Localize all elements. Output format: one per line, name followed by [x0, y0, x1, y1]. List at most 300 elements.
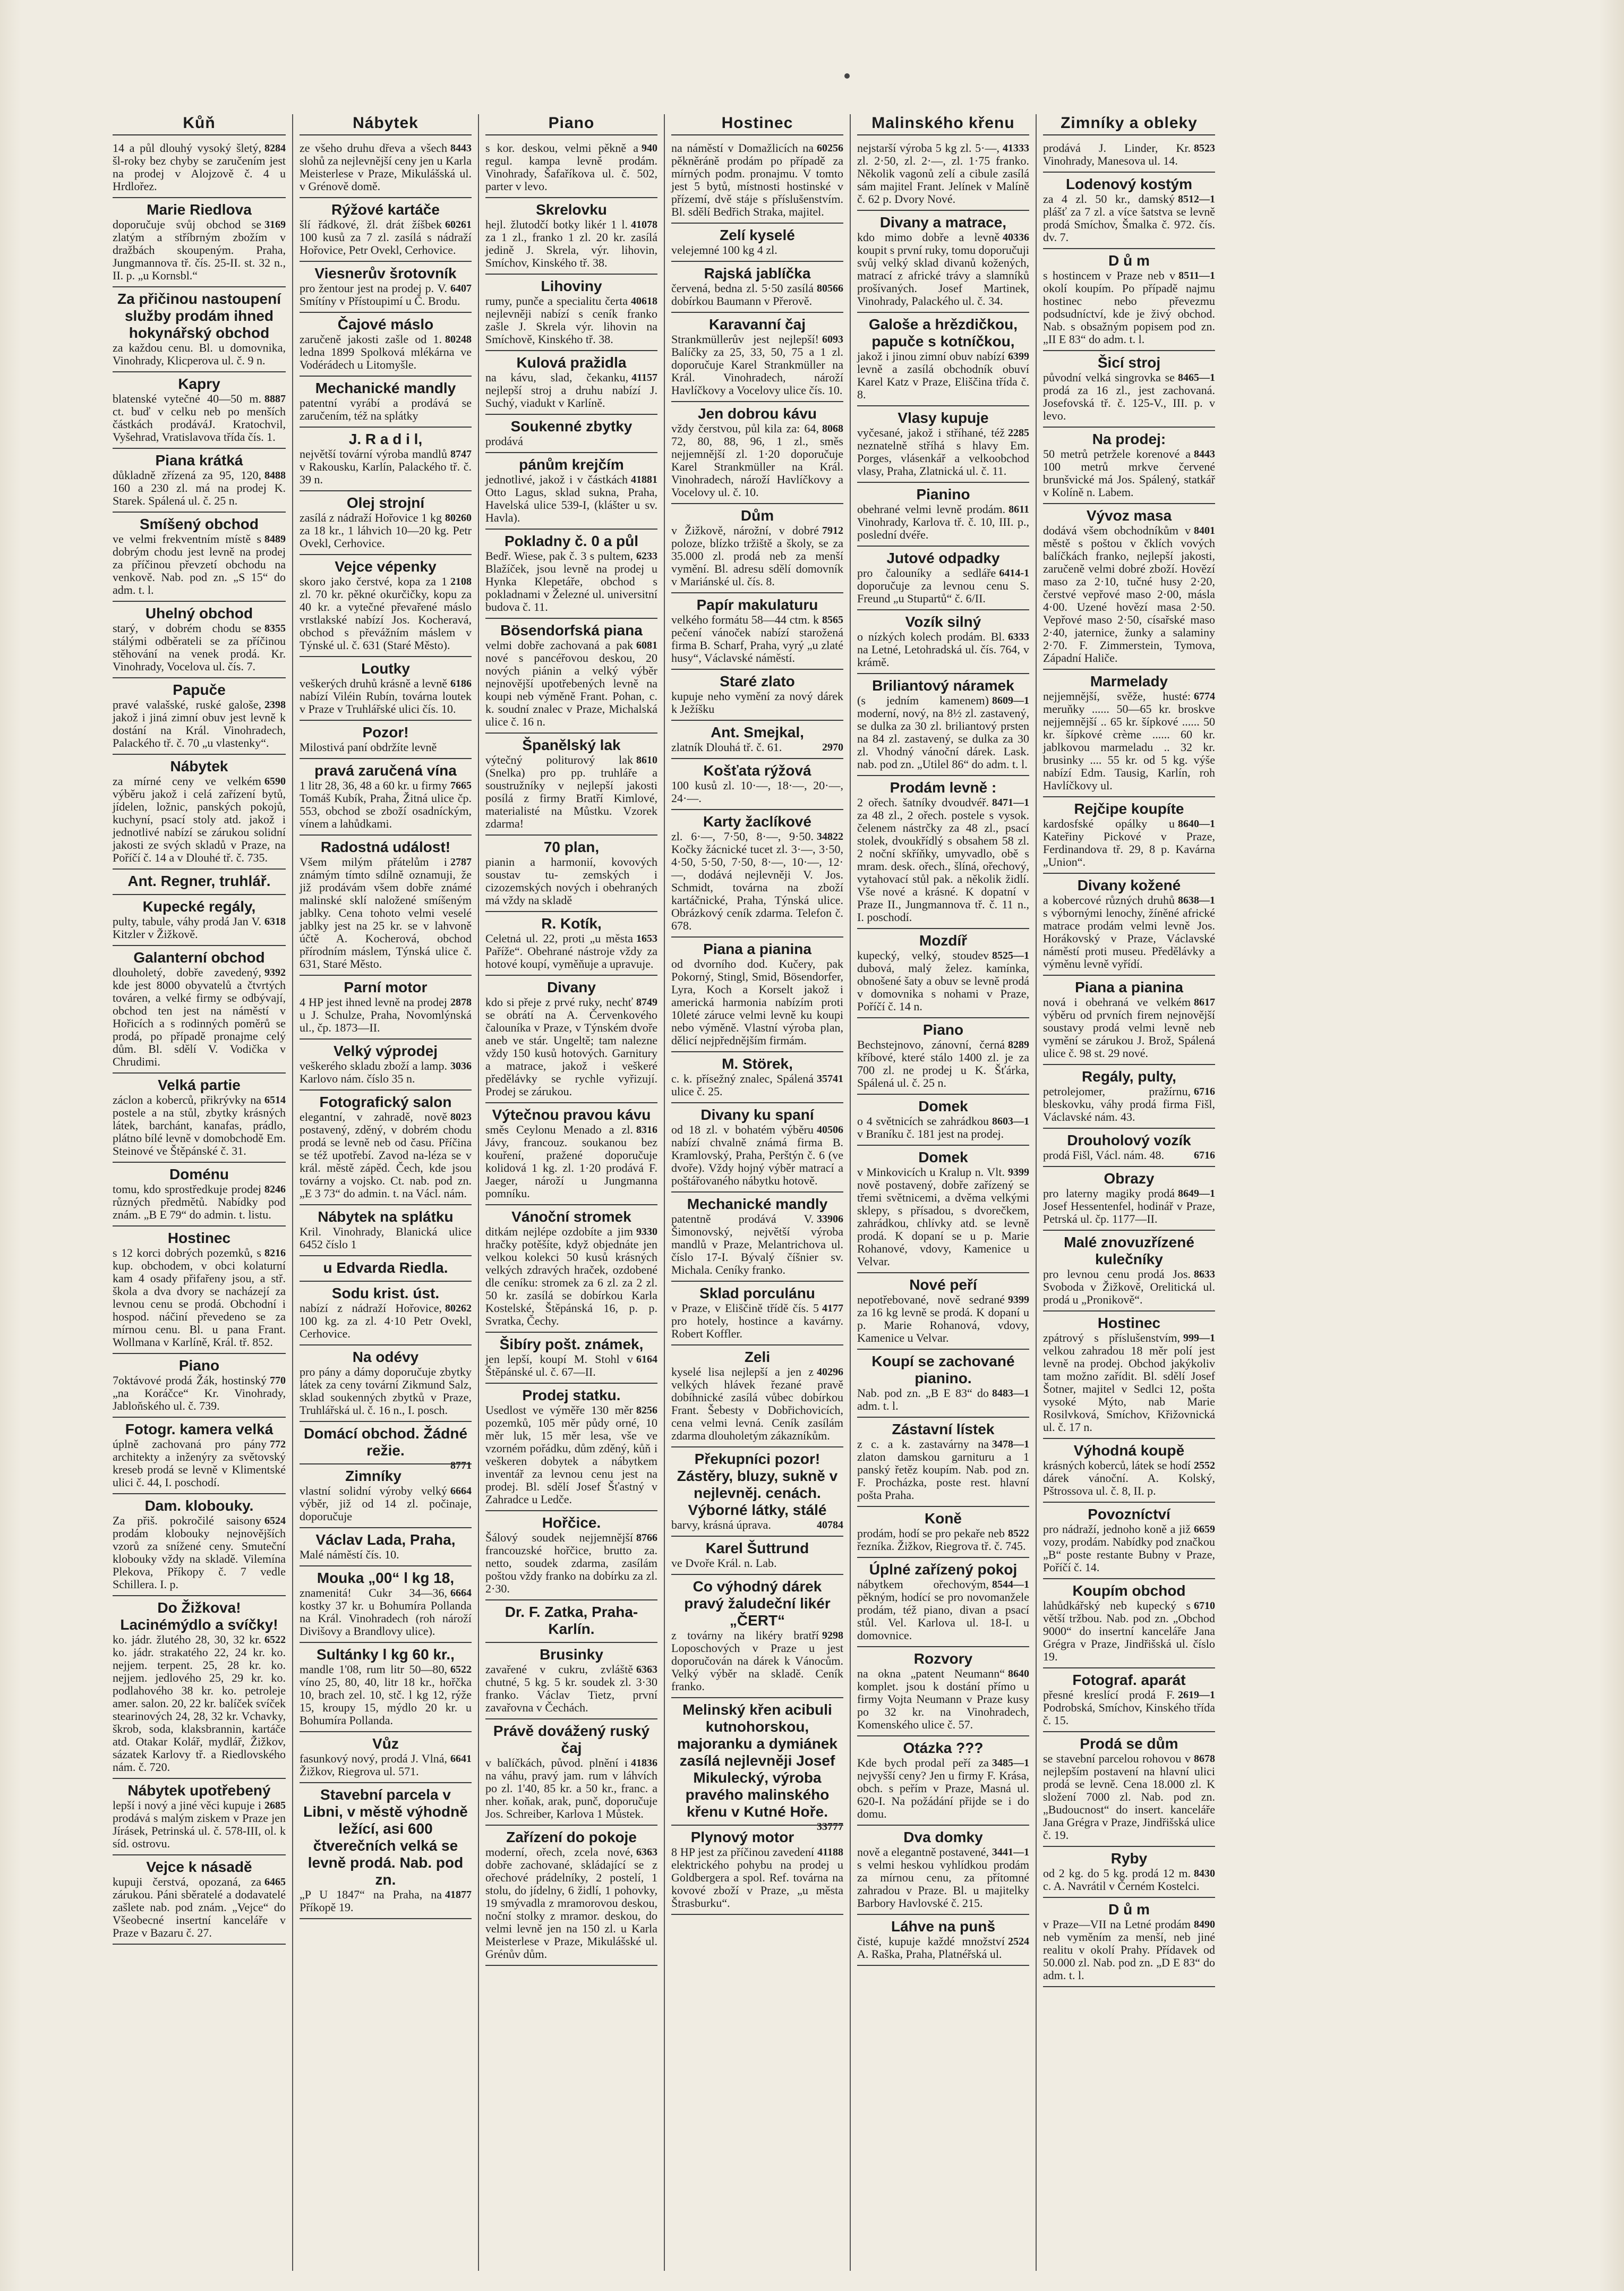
- ad-text: čisté, kupuje každé množství A. Raška, Praha, Platnéřská ul.: [857, 1935, 1005, 1961]
- classified-ad: [300, 1566, 472, 1643]
- ad-text: vlastní solidní výroby velký výběr, již od 14 zl. počinaje, doporučuje: [300, 1484, 472, 1523]
- ad-heading: Divany ku spaní: [700, 1106, 814, 1123]
- ad-heading: Smíšený obchod: [139, 516, 259, 532]
- ad-body: [857, 1578, 1029, 1642]
- ad-text: důkladně zřízená za 95, 120, 160 a 230 zl. má na prodej K. Starek. Spálená ul. č. 25 n.: [113, 469, 286, 507]
- classified-ad: [671, 721, 843, 759]
- ad-body: [671, 779, 843, 805]
- classified-ad: [1043, 1439, 1215, 1503]
- ad-text: tomu, kdo sprostředkuje prodej různých předmětů. Nabídky pod znám. „B E 79“ do admin. t. listu.: [113, 1182, 286, 1221]
- classified-ad: [485, 912, 657, 976]
- ad-number: 6465: [264, 1876, 286, 1888]
- classified-ad: [857, 1826, 1029, 1915]
- ad-number: 8678: [1194, 1753, 1215, 1765]
- ad-body: [857, 427, 1029, 478]
- ad-body: [857, 1846, 1029, 1910]
- ad-text: elegantní, v zahradě, nově postavený, zděný, v dobrém chodu prodá se levně neb od času. Příčina se též upotřebí. Zavod na-léza se v král. městě zápěd. Čech, kde jsou továrny a vojsko. Ct. nab. pod zn. „E 3 73“ do admin. t. na Václ. nám.: [300, 1110, 472, 1200]
- ad-text: jednotlivé, jakož i v částkách Otto Lagus, sklad sukna, Praha, Havelská ulice 539-I, (klášter u sv. Havla).: [485, 473, 657, 524]
- ad-text: pro laterny magiky prodá Josef Hessentenfel, hodinář v Praze, Petrská ul. čp. 1177—II.: [1043, 1187, 1215, 1225]
- ad-heading: Kapry: [178, 376, 220, 392]
- ad-heading: Ant. Smejkal,: [711, 724, 804, 740]
- ad-heading: Lihoviny: [541, 278, 602, 294]
- ad-body: [113, 1876, 286, 1939]
- column-heading: Hostinec: [671, 114, 843, 135]
- ad-text: lepší i nový a jiné věci kupuje i prodává s malým ziskem v Praze jen Jírásek, Petrinská ul. č. 578-III, ol. k síd. ostrovu.: [113, 1799, 286, 1850]
- ad-number: 8611: [1008, 504, 1029, 515]
- ad-number: 33906: [817, 1213, 843, 1225]
- ad-text: za každou cenu. Bl. u domovnika, Vinohrady, Klicperova ul. č. 9 n.: [113, 341, 286, 367]
- classified-ad: [113, 1596, 286, 1779]
- ad-text: ve Dvoře Král. n. Lab.: [671, 1556, 777, 1570]
- column-heading: Malinského křenu: [857, 114, 1029, 135]
- ad-number: 2398: [264, 699, 286, 711]
- ad-text: ve velmi frekventním místě s dobrým chodu jest levně na prodej za příčinou převzetí obchodu na venkově. Nab. pod zn. „S 15“ do adm. t. l.: [113, 532, 286, 597]
- ad-text: „P U 1847“ na Praha, na Příkopě 19.: [300, 1888, 442, 1914]
- ad-number: 8609—1: [992, 695, 1029, 706]
- ad-column: [106, 114, 292, 2271]
- ad-heading: Papír makulaturu: [696, 597, 818, 613]
- ad-body: [300, 677, 472, 716]
- ad-text: Kril. Vinohrady, Blanická ulice 6452 číslo 1: [300, 1225, 472, 1251]
- ad-heading: Kupecké regály,: [142, 898, 256, 915]
- ad-heading: Povozníctví: [1088, 1506, 1170, 1522]
- ad-number: 40296: [817, 1366, 843, 1378]
- ad-number: 8610: [636, 754, 657, 766]
- classified-ad: [671, 759, 843, 810]
- ad-heading: Piana a pianina: [1075, 979, 1183, 995]
- ad-heading: Soukenné zbytky: [510, 418, 632, 435]
- ad-heading: Vývoz masa: [1086, 507, 1172, 524]
- ad-body: [671, 1557, 843, 1570]
- ad-text: 8 HP jest za příčinou zavedení elektrického pohybu na prodej u Goldbergera a spol. Ref. továrna na kovové zboží v Praze, „u města Štrasburku“.: [671, 1845, 843, 1910]
- ad-columns: [106, 114, 1593, 2271]
- ad-text: v Praze—VII na Letné prodám neb vyměním za menší, neb jiné realitu v okolí Prahy. Přídavek od 50.000 zl. Nab. pod zn. „D E 83“ do adm. t. l.: [1043, 1918, 1215, 1982]
- ad-number: 8640—1: [1178, 818, 1215, 830]
- ad-text: vždy čerstvou, půl kila za: 64, 72, 80, 88, 96, 1 zl., směs nejjemnější zl. 1·20 doporučuje Karel Strankmüller na Král. Vinohradech, nároží Havlíčkovy a Vocelovy ul. č. 10.: [671, 422, 843, 499]
- ad-heading: Uhelný obchod: [145, 605, 253, 621]
- classified-ad: [857, 1736, 1029, 1826]
- ad-heading: Jutové odpadky: [886, 550, 1000, 566]
- ad-text: 14 a půl dlouhý vysoký šletý, šl-roky bez chyby se zaručením jest na prodej v Alojzově č. 4 u Hrdlořez.: [113, 141, 286, 193]
- ad-number: 6363: [636, 1664, 657, 1675]
- classified-ad: [671, 224, 843, 262]
- ad-column: [850, 114, 1036, 2271]
- ad-body: [1043, 371, 1215, 422]
- ad-text: nejstarší výroba 5 kg zl. 5·—, zl. 2·50, zl. 2·—, zl. 1·75 franko. Několik vagonů zelí a cibule zasílá sám majitel Frant. Jelínek v Malíně č. 62 p. Dvory Nové.: [857, 141, 1029, 206]
- classified-ad: [1043, 139, 1215, 173]
- ad-heading: Na prodej:: [1092, 431, 1166, 447]
- ad-number: 8443: [1194, 448, 1215, 460]
- ad-text: Strankmüllerův jest nejlepší! Balíčky za 25, 33, 50, 75 a 1 zl. doporučuje Karel Strankmüller na Král. Vinohradech, nároží Havlíčkovy a Vocelovy ulice čís. 10.: [671, 333, 843, 397]
- ad-heading: Piano: [178, 1357, 220, 1374]
- classified-ad: [857, 610, 1029, 674]
- ad-body: [300, 448, 472, 486]
- classified-ad: [113, 946, 286, 1074]
- ad-text: kupecký, velký, stoudev dubová, malý želez. kamínka, obnošené šaty a obuv se levně prodá v domovnika s nohami v Praze, Poříčí č. 14 n.: [857, 949, 1029, 1013]
- ad-heading: Vejce k násadě: [146, 1859, 252, 1875]
- ad-body: [671, 614, 843, 665]
- ad-number: 8246: [264, 1183, 286, 1195]
- ad-body: [300, 1663, 472, 1727]
- ad-text: na kávu, slad, čekanku, nejlepší stroj a druhu nabízí J. Suchý, viadukt v Karlíně.: [485, 371, 657, 410]
- ad-heading: Domácí obchod. Žádné režie.: [303, 1425, 468, 1459]
- ad-body: [1043, 1867, 1215, 1893]
- ad-number: 2787: [450, 856, 472, 868]
- ad-body: [671, 333, 843, 397]
- ad-heading: Stavební parcela v Libni, v městě výhodně ležící, asi 600 čtverečních velká se levně prodá. Nab. pod zn.: [303, 1786, 468, 1888]
- classified-ad: [1043, 1898, 1215, 1987]
- ad-text: pravé valašské, ruské galoše, jakož i jiná zimní obuv jest levně k dostání na Král. Vinohradech, Palackého tř. č. 70 „u vlastenky“.: [113, 698, 286, 750]
- ad-number: 8565: [822, 614, 843, 626]
- ad-body: [1043, 1149, 1215, 1162]
- ad-number: 2619—1: [1178, 1689, 1215, 1701]
- ad-heading: Zimníky: [345, 1468, 401, 1484]
- ad-heading: Zařízení do pokoje: [506, 1829, 637, 1845]
- ad-heading: Láhve na punš: [891, 1918, 996, 1935]
- ad-text: kardosfské opálky u Kateřiny Pickové v Praze, Ferdinandova tř. 29, 8 p. Kavárna „Union“.: [1043, 817, 1215, 868]
- ad-body: [1043, 996, 1215, 1060]
- ad-text: fasunkový nový, prodá J. Vlná, Žižkov, Riegrova ul. 571.: [300, 1752, 447, 1778]
- ad-number: 80262: [445, 1302, 472, 1314]
- ad-body: [671, 1629, 843, 1693]
- ad-heading: Domek: [918, 1149, 968, 1165]
- ad-text: Malé náměstí čís. 10.: [300, 1548, 399, 1561]
- ad-body: [857, 949, 1029, 1013]
- ad-text: 2 ořech. šatníky dvoudvéř. za 48 zl., 2 ořech. postele s vysok. čelenem nástrčky za 48 zl., psací stolek, dvoukřídlý s obsahem 58 zl. 2 noční skříňky, umyvadlo, obě s mram. desk. ořech., šlíná, ořechový, vytahovací stůl pak. a několik židlí. Vše nové a krásné. K dopatní v Praze II., Jungmannova tř. č. 11 n., I. poschodí.: [857, 796, 1029, 924]
- ad-heading: Fotograf. aparát: [1072, 1672, 1186, 1688]
- ad-number: 6641: [450, 1753, 472, 1765]
- ad-heading: Piana krátká: [155, 452, 243, 469]
- ad-number: 9298: [822, 1630, 843, 1641]
- ad-body: [113, 1183, 286, 1221]
- ad-text: Bechstejnovo, zánovní, černá kříbové, které stálo 1400 zl. je za 700 zl. ne prodej u K. Šťárka, Spálená ul. č. 25 n.: [857, 1038, 1029, 1089]
- ad-text: šlí řádkové, žl. drát žíšbek 100 kusů za 7 zl. zasílá s nádraží Hořovice, Petr Ovekl, Cerhovice.: [300, 218, 472, 257]
- classified-ad: [113, 287, 286, 372]
- ad-heading: Pozor!: [362, 724, 409, 740]
- ad-text: zaručeně jakosti zašle od 1. ledna 1899 Spolková mlékárna ve Vodérádech u Litomyšle.: [300, 333, 472, 371]
- classified-ad: [857, 211, 1029, 313]
- classified-ad: [1043, 1847, 1215, 1898]
- classified-ad: [857, 1018, 1029, 1095]
- ad-body: [857, 796, 1029, 924]
- ad-heading: Koně: [925, 1510, 962, 1527]
- ad-number: 3478—1: [992, 1438, 1029, 1450]
- ad-number: 770: [270, 1375, 286, 1386]
- classified-ad: [300, 1732, 472, 1783]
- ad-number: 772: [270, 1438, 286, 1450]
- ad-heading: Loutky: [361, 660, 410, 677]
- ad-heading: Piana a pianina: [703, 941, 811, 957]
- ad-heading: Briliantový náramek: [872, 677, 1014, 694]
- ad-number: 999—1: [1183, 1332, 1215, 1344]
- ad-text: červená, bedna zl. 5·50 zasílá dobírkou Baumann v Přerově.: [671, 282, 814, 308]
- classified-ad: [300, 198, 472, 262]
- ad-heading: Viesnerův šrotovník: [314, 265, 457, 282]
- ad-body: [857, 567, 1029, 605]
- ad-text: dodává všem obchodníkům v městě s poštou v čklích vových balíčkách franko, nejlepší jakosti, zaručeně velmi dobré zboží. Hovězí maso za 2·10, tučné husy 2·20, čerstvé vepřové maso 2·00, másla 4·00. Uzené hovězí masa 2·50. Vepřové maso 2·50, císařské maso 2·40, jaternice, žunky a salaminy 2·70. F. Zimmerstein, Tymova, Západní Haliče.: [1043, 524, 1215, 665]
- classified-ad: [300, 1205, 472, 1256]
- ad-body: [485, 856, 657, 907]
- ad-number: 41836: [631, 1757, 657, 1769]
- ad-body: [300, 575, 472, 652]
- ad-body: [300, 1302, 472, 1340]
- ad-body: [113, 1799, 286, 1850]
- ad-text: prodám, hodí se pro pekaře neb řezníka. Žižkov, Riegrova tř. č. 745.: [857, 1527, 1026, 1553]
- ad-number: 60261: [445, 219, 472, 231]
- classified-ad: [1043, 874, 1215, 976]
- ad-text: Nab. pod zn. „B E 83“ do adm. t. l.: [857, 1386, 989, 1412]
- ad-number: 40784: [817, 1519, 843, 1531]
- ad-heading: Otázka ???: [903, 1740, 984, 1756]
- ad-heading: Fotografický salon: [319, 1094, 452, 1110]
- ad-heading: Zelí kyselé: [720, 227, 795, 243]
- ad-body: [857, 631, 1029, 669]
- ad-body: [300, 512, 472, 550]
- ad-text: v Minkovicích u Kralup n. Vlt. nově postavený, dobře zařízený se třemi světnicemi, a dvěma velkými sklepy, s přísadou, s dvorečkem, zahrádkou, chlívky atd. se levně prodá. K dopaní se u p. Marie Rohanové, vdovy, Kamenice u Velvar.: [857, 1165, 1029, 1268]
- classified-ad: [485, 619, 657, 734]
- ad-text: znamenitá! Cukr 34—36, kostky 37 kr. u Bohumíra Pollanda na Král. Vinohradech (roh nároží Divišovy a Brandlovy ulice).: [300, 1586, 472, 1638]
- ad-text: na okna „patent Neumann“ komplet. jsou k dostání přímo u firmy Vojta Neumann v Praze kusy po 32 kr. na Vinohradech, Komenského ulice č. 57.: [857, 1667, 1029, 1731]
- ad-text: barvy, krásná úprava.: [671, 1518, 771, 1531]
- ad-text: starý, v dobrém chodu se stálými odběrateli se za příčinou stěhování na venek prodá. Kr. Vinohrady, Vocelova ul. čís. 7.: [113, 621, 286, 673]
- ad-number: 8256: [636, 1404, 657, 1416]
- classified-ad: [857, 776, 1029, 929]
- ad-heading: Domek: [918, 1098, 968, 1114]
- ad-number: 6774: [1194, 691, 1215, 702]
- ad-number: 41881: [631, 474, 657, 486]
- ad-body: [1043, 1085, 1215, 1123]
- ad-body: [857, 1935, 1029, 1961]
- ad-body: [857, 1293, 1029, 1344]
- ad-body: [300, 397, 472, 422]
- ad-number: 8216: [264, 1247, 286, 1259]
- classified-ad: [671, 504, 843, 593]
- ad-number: 6590: [264, 776, 286, 787]
- classified-ad: [113, 1227, 286, 1354]
- classified-ad: [113, 1074, 286, 1163]
- ad-number: 8525—1: [992, 950, 1029, 961]
- ad-number: 8512—1: [1178, 193, 1215, 205]
- ad-text: úplně zachovaná pro pány architekty a inženýry za světovský kreseb prodá se levně v Klimentské ulici č. 44, I. poschodí.: [113, 1437, 286, 1489]
- classified-ad: [300, 1282, 472, 1345]
- classified-ad: [671, 1103, 843, 1193]
- ad-number: 6407: [450, 283, 472, 294]
- classified-ad: [300, 1464, 472, 1528]
- ad-body: [485, 754, 657, 830]
- ad-heading: pravá zaručená vína: [314, 762, 457, 779]
- ad-number: 6524: [264, 1515, 286, 1527]
- classified-ad: [300, 262, 472, 313]
- ad-text: Bedř. Wiese, pak č. 3 s pultem, Blažíček, jsou levně na prodej u Hynka Klepetáře, obchod s pokladnami v Železné ul. universitní budova č. 11.: [485, 549, 657, 614]
- ad-number: 6233: [636, 550, 657, 562]
- ad-heading: Prodej statku.: [522, 1387, 621, 1403]
- ad-text: pro levnou cenu prodá Jos. Svoboda v Žižkově, Orelitická ul. prodá u „Pronikově“.: [1043, 1267, 1215, 1306]
- ad-text: moderní, ořech, zcela nové, dobře zachované, skládající se z ořechové prádelníky, 2 postelí, 1 stolu, do jídelny, 6 židlí, 1 pohovky, 19 smývadla z mramorovou deskou, noční stolky z mramor. deskou, do velmi levně jen na 150 zl. u Karla Meisterlese v Praze, Mikulášské ul. Grénův dům.: [485, 1845, 657, 1961]
- ad-body: [671, 142, 843, 218]
- ad-body: [1043, 1689, 1215, 1727]
- ad-number: 3169: [264, 219, 286, 231]
- ad-number: 6716: [1194, 1149, 1215, 1161]
- ad-heading: Zástavní lístek: [892, 1421, 995, 1437]
- classified-ad: [1043, 670, 1215, 797]
- ad-heading: Šibíry pošt. známek,: [499, 1336, 644, 1352]
- classified-ad: [485, 1719, 657, 1826]
- ad-text: Milostivá paní obdržíte levně: [300, 740, 437, 754]
- ad-text: směs Ceylonu Menado a zl. Jávy, francouz. soukanou bez kouření, pražené doporučuje kolidová 1 kg. zl. 1·20 prodává F. Jaeger, nároží u Jungmanna pomníku.: [485, 1123, 657, 1200]
- classified-ad: [485, 1205, 657, 1333]
- ad-text: dlouholetý, dobře zavedený, kde jest 8000 obyvatelů a čtvrtých továren, a velké firmy se odbývají, obchod ten jest na náměstí v Hořicích a s rodinných poměrů se prodá, po případě pronajme celý dům. Bl. sdělí V. Vodička v Chrudimi.: [113, 966, 286, 1068]
- ad-number: 7912: [822, 525, 843, 536]
- ad-text: s hostincem v Praze neb v okolí koupím. Po případě najmu hostinec nebo převezmu podsudníctví, kde je živý obchod. Nab. s obsažným popisem pod zn. „II E 83“ do adm. t. l.: [1043, 269, 1215, 346]
- ad-body: [857, 1527, 1029, 1553]
- ad-body: [300, 1225, 472, 1251]
- ad-body: [671, 690, 843, 716]
- ad-text: pro pány a dámy doporučuje zbytky látek za ceny tovární Zikmund Salz, sklad soukenných zbytků v Praze, Truhlářská ul. č. 16 n., I. posch.: [300, 1365, 472, 1417]
- ad-text: o 4 světnicích se zahrádkou v Braníku č. 181 jest na prodej.: [857, 1114, 1004, 1140]
- ad-heading: Mechanické mandly: [687, 1196, 828, 1212]
- ad-body: [1043, 894, 1215, 970]
- ad-text: krásných koberců, látek se hodí dárek vánoční. A. Kolský, Pštrossova ul. č. 8, II. p.: [1043, 1459, 1215, 1497]
- ad-number: 2878: [450, 997, 472, 1008]
- ad-body: [300, 1752, 472, 1778]
- ad-number: 6716: [1194, 1086, 1215, 1097]
- ad-body: [857, 503, 1029, 541]
- ad-body: [671, 422, 843, 499]
- classified-ad: [671, 139, 843, 224]
- ad-text: 4 HP jest ihned levně na prodej u J. Schulze, Praha, Novomlýnská ul., čp. 1873—II.: [300, 995, 472, 1034]
- classified-ad: [300, 1345, 472, 1422]
- ad-text: nejjemnější, svěže, husté: meruňky ...... 50—65 kr. broskve nejjemnější .. 65 kr. šípkové ...... 50 kr. šípkové crème ...... 60 kr. jablkovou marmeladu .. 32 kr. brusinky .... 55 kr. od 5 kg. výše nabízí Edm. Tausig, Karlín, roh Havlíčkovy ul.: [1043, 689, 1215, 792]
- ad-body: [857, 1438, 1029, 1502]
- ad-number: 7665: [450, 780, 472, 791]
- ad-number: 8747: [450, 448, 472, 460]
- classified-ad: [113, 198, 286, 287]
- ad-body: [300, 741, 472, 754]
- ad-body: [113, 915, 286, 941]
- ad-heading: Velká partie: [158, 1077, 241, 1093]
- ad-heading: Olej strojní: [346, 495, 425, 511]
- ad-text: od dvorního dod. Kučery, pak Pokorný, Stingl, Smid, Bösendorfer, Lyra, Koch a Korselt jakož i americká harmonia nabízím proti 10leté záruce velmi levně ku koupi nebo výměně. Vlastní výroba plan, dělicí nejpřednějším firmám.: [671, 957, 843, 1047]
- ad-body: [857, 350, 1029, 401]
- ad-heading: Nábytek na splátku: [318, 1208, 454, 1225]
- classified-ad: [1043, 249, 1215, 351]
- ad-heading: Marmelady: [1090, 673, 1168, 689]
- ad-body: [113, 775, 286, 864]
- ad-body: [113, 1247, 286, 1349]
- ad-body: [485, 1123, 657, 1200]
- ad-text: obehrané velmi levně prodám. Vinohrady, Karlova tř. č. 10, III. p., poslední dvéře.: [857, 503, 1029, 541]
- ad-heading: Papuče: [173, 682, 226, 698]
- classified-ad: [485, 1333, 657, 1384]
- ad-text: záclon a koberců, přikrývky na postele a na stůl, zbytky krásných látek, barchánt, kanafas, prádlo, plátno bílé levně v domobchodě Em. Steinové ve Štěpánské č. 31.: [113, 1093, 286, 1157]
- ad-text: na náměstí v Domažlicích na pěkněráně prodám po případě za mírných podm. pronajmu. V tomto jest 5 bytů, místnosti hostinské v přízemí, dvě stáje s příslušenstvím. Bl. sdělí Bedřich Straka, majitel.: [671, 141, 843, 218]
- ad-number: 3441—1: [992, 1846, 1029, 1858]
- ad-number: 33777: [817, 1821, 843, 1833]
- classified-ad: [485, 415, 657, 453]
- classified-ad: [113, 1494, 286, 1596]
- ad-text: kupuje neho vymění za nový dárek k Ježíšku: [671, 689, 843, 716]
- ad-number: 34822: [817, 831, 843, 842]
- ad-column: [664, 114, 850, 2271]
- ad-body: [857, 231, 1029, 308]
- ad-text: hejl. žlutodčí botky likér 1 l. za 1 zl., franko 1 zl. 20 kr. zasílá jedině J. Skrela, výr. lihovin, Smíchov, Kinského tř. 38.: [485, 218, 657, 269]
- ad-number: 8749: [636, 997, 657, 1008]
- classified-ad: [671, 1575, 843, 1698]
- classified-ad: [671, 1052, 843, 1103]
- ad-text: od 2 kg. do 5 kg. prodá 12 m. c. A. Navrátil v Černém Kostelci.: [1043, 1867, 1200, 1893]
- ad-body: [671, 1123, 843, 1187]
- ad-number: 1653: [636, 933, 657, 944]
- classified-ad: [857, 1915, 1029, 1966]
- ad-body: [485, 435, 657, 448]
- classified-ad: [857, 406, 1029, 483]
- classified-ad: [300, 1256, 472, 1282]
- ad-text: za 4 zl. 50 kr., damský plášť za 7 zl. a více šatstva se levně prodá Smíchov, Šmalka č. 972. čís. dv. 7.: [1043, 192, 1215, 244]
- classified-ad: [857, 313, 1029, 406]
- ad-body: [300, 1485, 472, 1523]
- ad-body: [300, 1587, 472, 1638]
- page-dot: [844, 73, 850, 79]
- ad-heading: Koupím obchod: [1072, 1582, 1186, 1599]
- ad-body: [1043, 1459, 1215, 1497]
- ad-text: největší tovární výroba mandlů v Rakousku, Karlín, Palackého tř. č. 39 n.: [300, 447, 472, 486]
- classified-ad: [113, 755, 286, 870]
- ad-heading: Pokladny č. 0 a půl: [504, 533, 639, 549]
- ad-body: [300, 856, 472, 970]
- classified-ad: [1043, 1503, 1215, 1579]
- ad-text: prodává J. Linder, Kr. Vinohrady, Manesova ul. 14.: [1043, 141, 1191, 167]
- ad-body: [671, 830, 843, 932]
- ad-text: 100 kusů zl. 10·—, 18·—, 20·—, 24·—.: [671, 779, 843, 805]
- ad-text: ditkám nejlépe ozdobíte a jim hračky potěšíte, když objednáte jen velkou kolekci 50 kusů krásných velkých zdravých hraček, ozdobené dle ceníku: stromek za 6 zl. za 2 zl. 50 kr. zasílá se dobírkou Karla Kostelské, Štěpánská 16, p. p. Svratka, Čechy.: [485, 1225, 657, 1327]
- ad-text: Šálový soudek nejjemnější francouzské hořčice, brutto za. netto, soudek zdarma, zasílám poštou vždy franko na dobírku za zl. 2·30.: [485, 1531, 657, 1595]
- ad-number: 60256: [817, 142, 843, 154]
- ad-text: Všem milým přátelům i známým tímto sdílně oznamuji, že již prodávám všem dobře známé malinské sklí naložené smíšeným jablky. Cena tohoto velmi veselé jablky jest na 25 kr. se v lahvoně účtě A. Kocherová, obchod přírodním máslem, Týnská ulice č. 631, Staré Město.: [300, 855, 472, 970]
- ad-number: 8511—1: [1178, 270, 1215, 282]
- ad-body: [671, 741, 843, 754]
- ad-body: [1043, 1918, 1215, 1982]
- ad-number: 8465—1: [1178, 372, 1215, 384]
- ad-body: [113, 1633, 286, 1774]
- ad-heading: Plynový motor: [690, 1829, 794, 1845]
- ad-body: [113, 1374, 286, 1412]
- ad-text: velmi dobře zachovaná a pak nové s pancéřovou deskou, 20 nových piánin a velký výběr nejnovější upotřebených levně na koupi neb výměně Frant. Pohan, c. k. soudní znalec v Praze, Michalská ulice č. 16 n.: [485, 638, 657, 728]
- ad-body: [857, 142, 1029, 206]
- ad-heading: Rýžové kartáče: [331, 201, 440, 218]
- ad-number: 6710: [1194, 1600, 1215, 1612]
- ad-text: 1 litr 28, 36, 48 a 60 kr. u firmy Tomáš Kubík, Praha, Žitná ulice čp. 553, obchod se zboží osadníckým, vínem a lahůdkami.: [300, 779, 472, 830]
- ad-number: 40336: [1003, 232, 1029, 243]
- classified-ad: [1043, 1167, 1215, 1231]
- ad-number: 41333: [1003, 142, 1029, 154]
- ad-body: [857, 1757, 1029, 1820]
- ad-heading: Radostná událost!: [320, 839, 451, 855]
- ad-text: od 18 zl. v bohatém výběru nabízí chvalně známá firma B. Kramlovský, Praha, Perštýn č. 6 (ve dvoře). Vždy hojný výběr matrací a poštářovaného nábytku hotově.: [671, 1123, 843, 1187]
- ad-heading: Hostinec: [1097, 1315, 1161, 1331]
- classified-ad: [300, 976, 472, 1040]
- classified-ad: [113, 1779, 286, 1855]
- ad-body: [485, 996, 657, 1098]
- classified-ad: [857, 1558, 1029, 1647]
- ad-body: [671, 1213, 843, 1276]
- ad-number: 8633: [1194, 1268, 1215, 1280]
- ad-number: 8490: [1194, 1919, 1215, 1930]
- ad-body: [300, 142, 472, 193]
- ad-number: 6414-1: [999, 567, 1029, 579]
- classified-ad: [857, 139, 1029, 211]
- ad-text: zlatník Dlouhá tř. č. 61.: [671, 740, 782, 754]
- ad-text: zl. 6·—, 7·50, 8·—, 9·50. Kočky žácnické tucet zl. 3·—, 3·50, 4·50, 5·50, 7·50, 8·—, 10·—, 12·—, dodává nejlevněji V. Jos. Schmidt, továrna na zboží kartáčnické, Praha, Týnská ulice. Obrázkový ceník zdarma. Telefon č. 678.: [671, 830, 843, 932]
